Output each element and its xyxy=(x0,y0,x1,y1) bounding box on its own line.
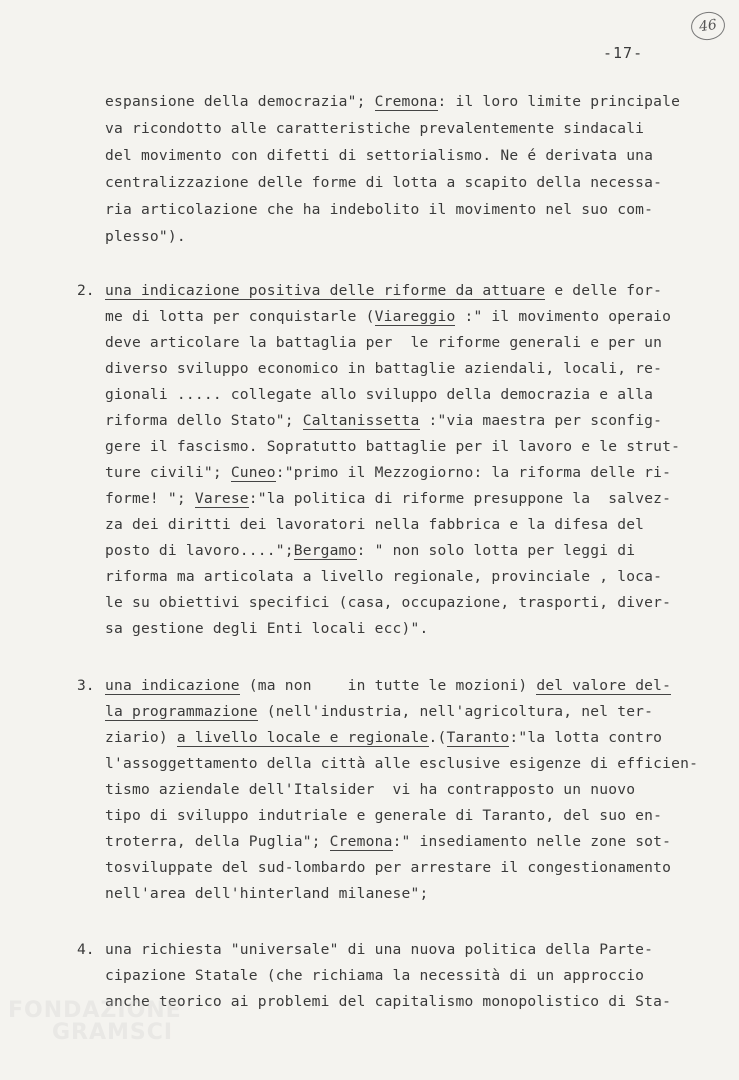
text-line: ria articolazione che ha indebolito il movimento nel suo com- xyxy=(105,201,654,218)
text-line: la programmazione (nell'industria, nell'agricoltura, nel ter- xyxy=(105,703,654,720)
text-line: deve articolare la battaglia per le riforme generali e per un xyxy=(105,334,663,351)
underlined-phrase: a livello locale e regionale xyxy=(176,729,429,746)
text-line: tosviluppate del sud-lombardo per arrestare il congestionamento xyxy=(105,859,672,876)
list-number: 2. xyxy=(77,282,95,299)
text-line: me di lotta per conquistarle (Viareggio :" il movimento operaio xyxy=(105,308,672,325)
text-line: diverso sviluppo economico in battaglie aziendali, locali, re- xyxy=(105,360,663,377)
text-line: cipazione Statale (che richiama la necessità di un approccio xyxy=(105,967,645,984)
city-reference: Caltanissetta xyxy=(302,412,420,429)
underlined-phrase: del valore del- xyxy=(536,677,672,694)
text-line: una richiesta "universale" di una nuova politica della Parte- xyxy=(105,941,654,958)
underlined-phrase: una indicazione xyxy=(105,677,240,694)
text-line: za dei diritti dei lavoratori nella fabbrica e la difesa del xyxy=(105,516,645,533)
list-number: 4. xyxy=(77,941,95,958)
city-reference: Bergamo xyxy=(293,542,357,559)
underlined-phrase: la programmazione xyxy=(105,703,258,720)
text-line: l'assoggettamento della città alle esclusive esigenze di efficien- xyxy=(105,755,699,772)
text-line: nell'area dell'hinterland milanese"; xyxy=(105,885,429,902)
archive-watermark: FONDAZIONE GRAMSCI xyxy=(8,998,182,1045)
text-line: posto di lavoro....";Bergamo: " non solo lotta per leggi di xyxy=(105,542,636,559)
city-reference: Varese xyxy=(194,490,249,507)
city-reference: Taranto xyxy=(446,729,510,746)
text-line: plesso"). xyxy=(105,228,186,245)
text-line: tipo di sviluppo indutriale e generale di Taranto, del suo en- xyxy=(105,807,663,824)
text-line: espansione della democrazia"; Cremona: il loro limite principale xyxy=(105,93,681,110)
text-line: del movimento con difetti di settorialismo. Ne é derivata una xyxy=(105,147,654,164)
underlined-phrase: una indicazione positiva delle riforme da attuare xyxy=(105,282,546,299)
text-line: gere il fascismo. Sopratutto battaglie per il lavoro e le strut- xyxy=(105,438,681,455)
text-line: gionali ..... collegate allo sviluppo della democrazia e alla xyxy=(105,386,654,403)
text-line: ziario) a livello locale e regionale.(Taranto:"la lotta contro xyxy=(105,729,663,746)
text-line: riforma dello Stato"; Caltanissetta :"via maestra per sconfig- xyxy=(105,412,663,429)
city-reference: Cuneo xyxy=(230,464,276,481)
text-line: troterra, della Puglia"; Cremona:" insediamento nelle zone sot- xyxy=(105,833,672,850)
text-line: una indicazione (ma non in tutte le mozioni) del valore del- xyxy=(105,677,672,694)
text-line: tismo aziendale dell'Italsider vi ha contrapposto un nuovo xyxy=(105,781,636,798)
city-reference: Viareggio xyxy=(374,308,456,325)
text-line: centralizzazione delle forme di lotta a scapito della necessa- xyxy=(105,174,663,191)
city-reference: Cremona xyxy=(374,93,438,110)
text-line: forme! "; Varese:"la politica di riforme presuppone la salvez- xyxy=(105,490,672,507)
text-line: riforma ma articolata a livello regionale, provinciale , loca- xyxy=(105,568,663,585)
text-line: una indicazione positiva delle riforme da attuare e delle for- xyxy=(105,282,663,299)
text-line: ture civili"; Cuneo:"primo il Mezzogiorno: la riforma delle ri- xyxy=(105,464,672,481)
text-line: sa gestione degli Enti locali ecc)". xyxy=(105,620,429,637)
text-line: anche teorico ai problemi del capitalismo monopolistico di Sta- xyxy=(105,993,672,1010)
archive-number-stamp: 46 xyxy=(689,10,727,42)
list-number: 3. xyxy=(77,677,95,694)
text-line: le su obiettivi specifici (casa, occupazione, trasporti, diver- xyxy=(105,594,672,611)
city-reference: Cremona xyxy=(329,833,393,850)
text-line: va ricondotto alle caratteristiche prevalentemente sindacali xyxy=(105,120,645,137)
page-number: -17- xyxy=(603,44,644,62)
